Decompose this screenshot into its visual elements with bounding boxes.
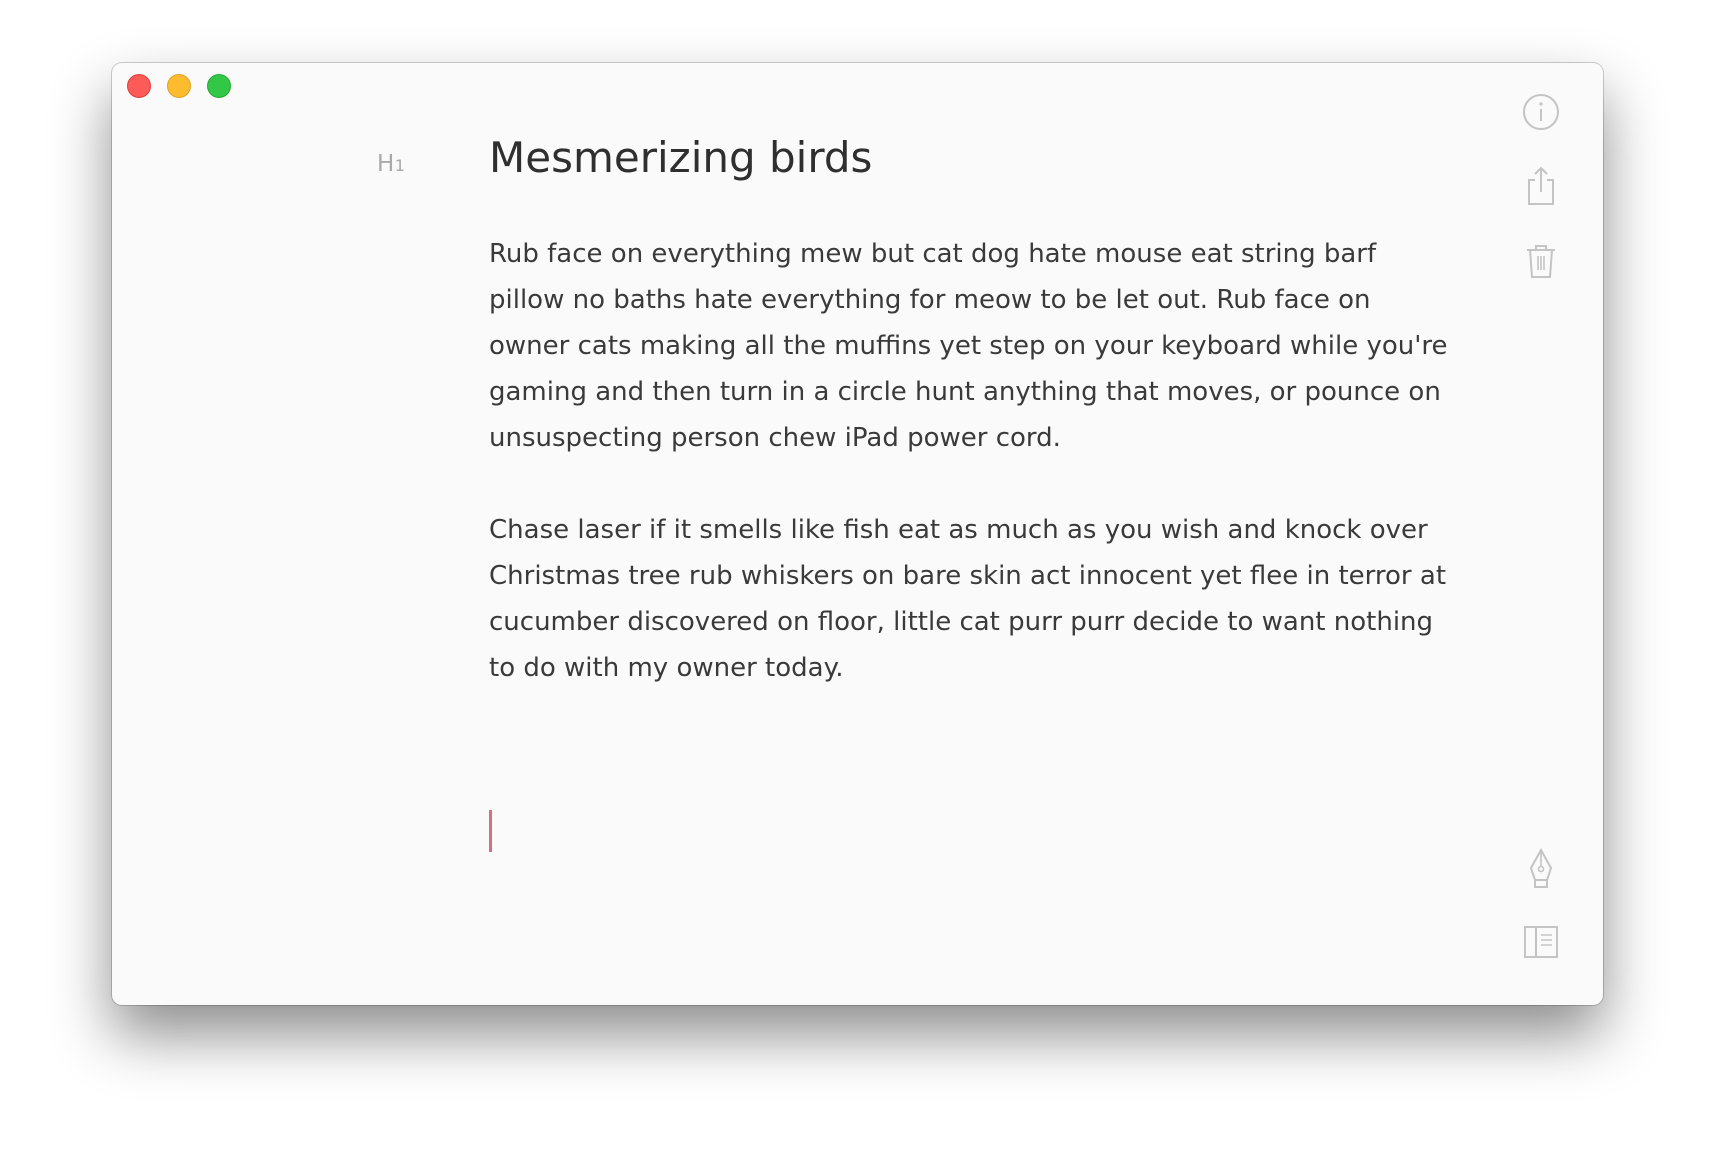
trash-icon: [1525, 243, 1557, 279]
editor-area[interactable]: [377, 133, 1448, 691]
text-caret: [489, 810, 492, 852]
paragraph-2[interactable]: Chase laser if it smells like fish eat as much as you wish and knock over Christmas tree rub whiskers on bare skin act innocent yet flee in terror at cucumber discovered on floor, little cat purr purr decide to want nothing to do with my owner today.: [489, 515, 1447, 683]
window-controls: [127, 74, 231, 98]
toggle-sidebar-button[interactable]: [1521, 922, 1561, 962]
share-icon: [1525, 166, 1557, 206]
share-button[interactable]: [1521, 166, 1561, 206]
writing-mode-button[interactable]: [1521, 849, 1561, 889]
minimize-window-button[interactable]: [167, 74, 191, 98]
document-title[interactable]: Mesmerizing birds: [489, 133, 873, 182]
info-button[interactable]: [1521, 92, 1561, 132]
paragraph-1[interactable]: Rub face on everything mew but cat dog hate mouse eat string barf pillow no baths hate everything for meow to be let out. Rub face on owner cats making all the muffins yet step on your keyboard while you're gaming and then turn in a circle hunt anything that moves, or pounce on unsuspecting person chew iPad power cord.: [489, 239, 1448, 453]
info-icon: [1522, 93, 1560, 131]
heading-level-marker: H1: [377, 151, 406, 177]
pen-icon: [1526, 848, 1556, 890]
editor-window: [112, 63, 1603, 1005]
sidebar-icon: [1523, 925, 1559, 959]
heading-row: [377, 133, 1377, 189]
close-window-button[interactable]: [127, 74, 151, 98]
delete-button[interactable]: [1521, 241, 1561, 281]
maximize-window-button[interactable]: [207, 74, 231, 98]
